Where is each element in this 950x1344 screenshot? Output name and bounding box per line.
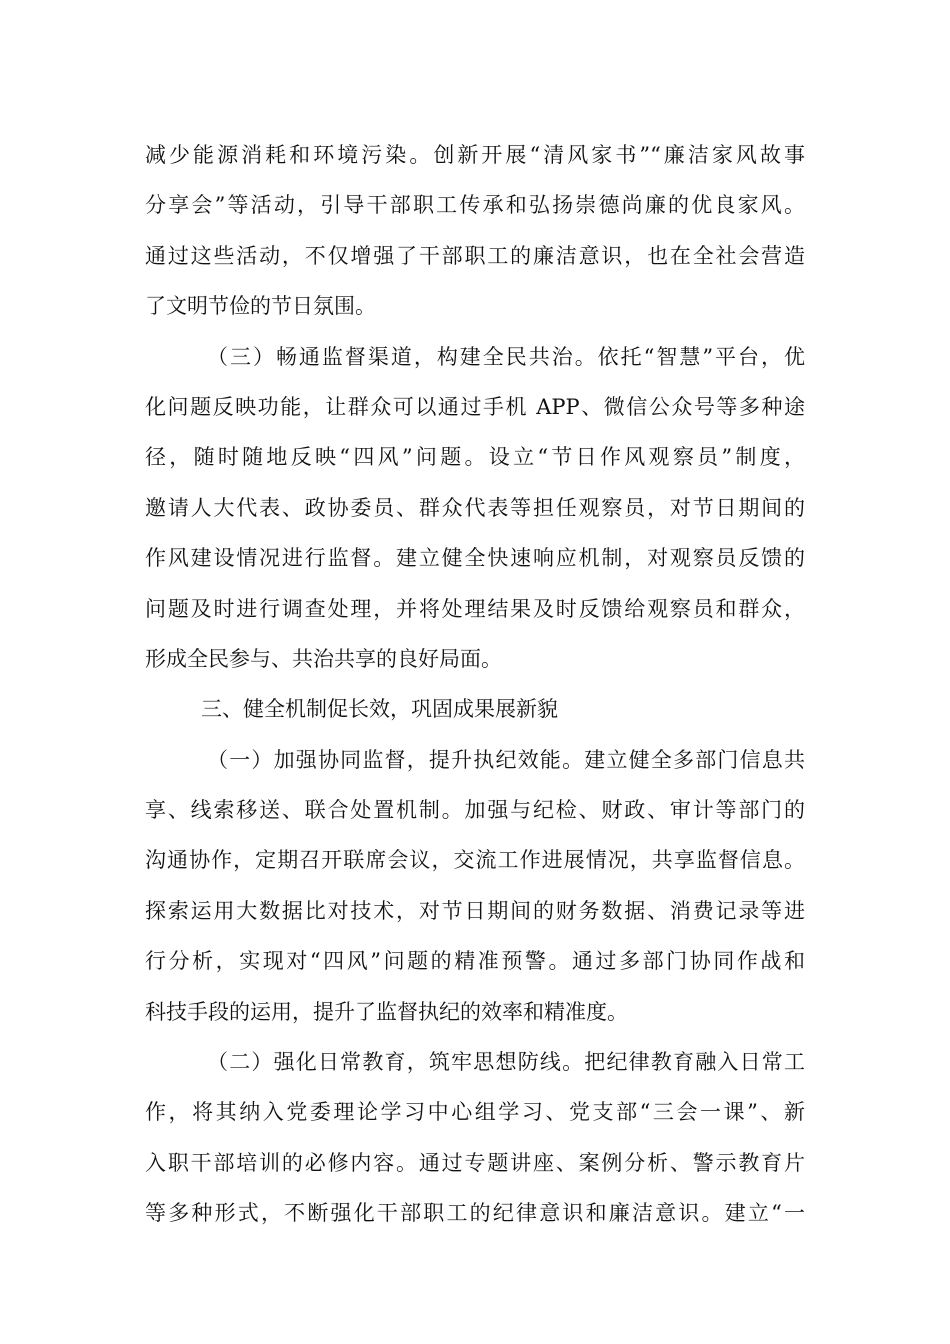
text-line: 邀请人大代表、政协委员、群众代表等担任观察员，对节日期间的 (145, 495, 805, 520)
text-line: 沟通协作，定期召开联席会议，交流工作进展情况，共享监督信息。 (145, 848, 805, 873)
text-line: 径，随时随地反映“四风”问题。设立“节日作风观察员”制度， (145, 445, 805, 470)
text-line: 问题及时进行调查处理，并将处理结果及时反馈给观察员和群众， (145, 596, 805, 621)
text-line: 通过这些活动，不仅增强了干部职工的廉洁意识，也在全社会营造 (145, 243, 805, 268)
text-line: 享、线索移送、联合处置机制。加强与纪检、财政、审计等部门的 (145, 798, 805, 823)
text-line: 行分析，实现对“四风”问题的精准预警。通过多部门协同作战和 (145, 949, 805, 974)
text-line: 探索运用大数据比对技术，对节日期间的财务数据、消费记录等进 (145, 898, 805, 923)
text-line: 化问题反映功能，让群众可以通过手机 APP、微信公众号等多种途 (145, 394, 805, 419)
text-line: 分享会”等活动，引导干部职工传承和弘扬崇德尚廉的优良家风。 (145, 193, 805, 218)
text-line: 科技手段的运用，提升了监督执纪的效率和精准度。 (145, 999, 628, 1024)
text-line: 了文明节俭的节日氛围。 (145, 294, 376, 319)
paragraph-first-line: （一）加强协同监督，提升执纪效能。建立健全多部门信息共 (207, 747, 805, 772)
text-line: 入职干部培训的必修内容。通过专题讲座、案例分析、警示教育片 (145, 1150, 805, 1175)
document-body (145, 130, 805, 1239)
text-line: 等多种形式，不断强化干部职工的纪律意识和廉洁意识。建立“一 (145, 1201, 805, 1226)
paragraph-first-line: （二）强化日常教育，筑牢思想防线。把纪律教育融入日常工 (207, 1050, 805, 1075)
section-heading: 三、健全机制促长效，巩固成果展新貌 (201, 697, 558, 722)
text-line: 作风建设情况进行监督。建立健全快速响应机制，对观察员反馈的 (145, 546, 805, 571)
text-line: 形成全民参与、共治共享的良好局面。 (145, 646, 502, 671)
text-line: 作，将其纳入党委理论学习中心组学习、党支部“三会一课”、新 (145, 1100, 805, 1125)
paragraph-first-line: （三）畅通监督渠道，构建全民共治。依托“智慧”平台，优 (207, 344, 805, 369)
text-line: 减少能源消耗和环境污染。创新开展“清风家书”“廉洁家风故事 (145, 143, 805, 167)
